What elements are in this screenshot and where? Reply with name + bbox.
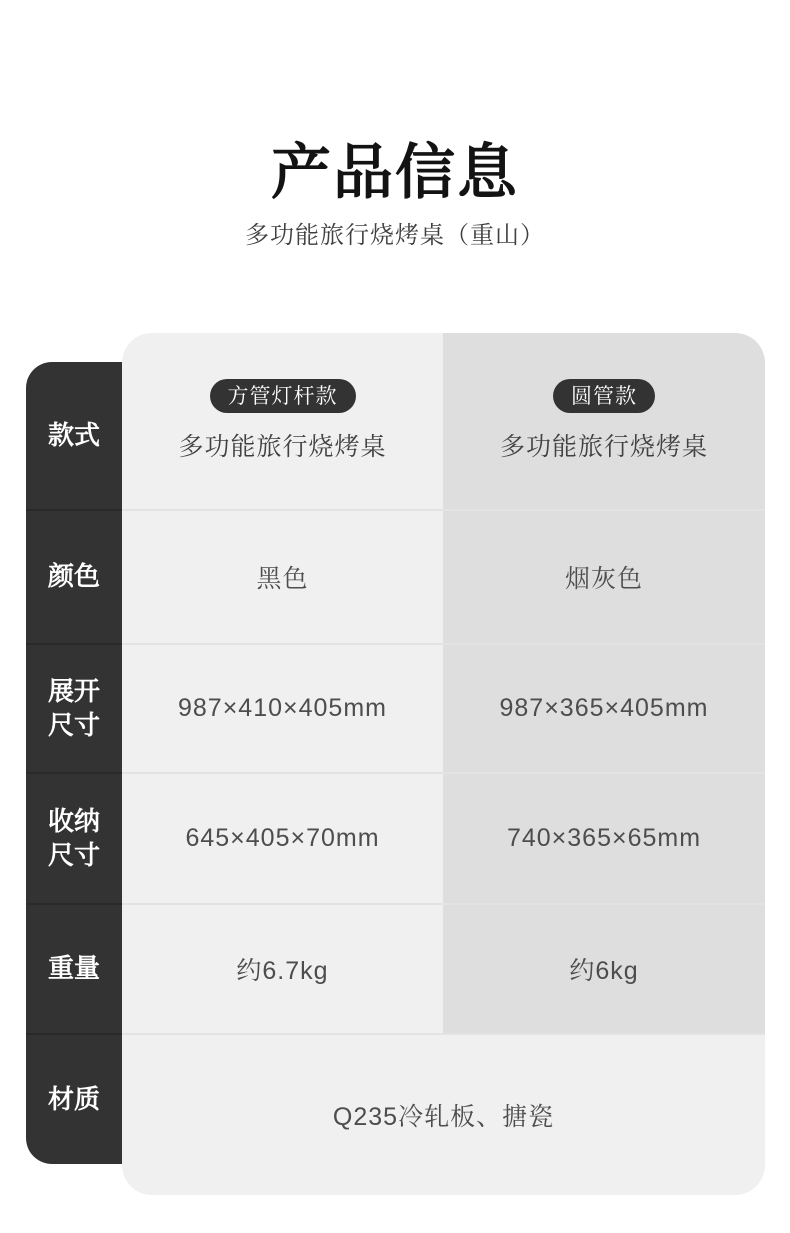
material-value: Q235冷轧板、搪瓷 — [332, 1103, 555, 1131]
weight-value-left: 约6.7kg — [236, 957, 329, 985]
page-title: 产品信息 — [271, 139, 519, 206]
product-column-square-tube — [122, 333, 443, 509]
product-name: 多功能旅行烧烤桌 — [178, 433, 387, 461]
table-row-style — [122, 333, 765, 509]
color-value-left: 黑色 — [256, 565, 309, 593]
open-size-value-right: 987×365×405mm — [443, 645, 765, 772]
product-column-round-tube — [443, 333, 765, 509]
weight-value-right: 约6kg — [443, 905, 765, 1033]
row-label-weight: 重量 — [26, 903, 122, 1033]
product-badge-round-tube: 圆管款 — [553, 379, 655, 413]
spec-table — [122, 333, 765, 1195]
product-name: 多功能旅行烧烤桌 — [499, 433, 708, 461]
open-size-value-left: 987×410×405mm — [178, 694, 387, 722]
row-label-material: 材质 — [26, 1033, 122, 1164]
table-row-folded-size — [122, 772, 765, 903]
product-badge-square-tube: 方管灯杆款 — [210, 379, 356, 413]
table-row-weight — [122, 903, 765, 1033]
color-value-right: 烟灰色 — [443, 511, 765, 643]
row-label-color: 颜色 — [26, 509, 122, 643]
table-row-material — [122, 1033, 765, 1195]
row-label-folded-size: 收纳尺寸 — [26, 772, 122, 903]
page-subtitle: 多功能旅行烧烤桌（重山） — [245, 222, 545, 249]
folded-size-value-left: 645×405×70mm — [185, 824, 380, 852]
folded-size-value-right: 740×365×65mm — [443, 774, 765, 903]
spec-row-label-column — [26, 362, 122, 1164]
table-row-color — [122, 509, 765, 643]
page-header — [0, 138, 790, 249]
row-label-open-size: 展开尺寸 — [26, 643, 122, 772]
row-label-style: 款式 — [47, 419, 100, 450]
table-row-open-size — [122, 643, 765, 772]
